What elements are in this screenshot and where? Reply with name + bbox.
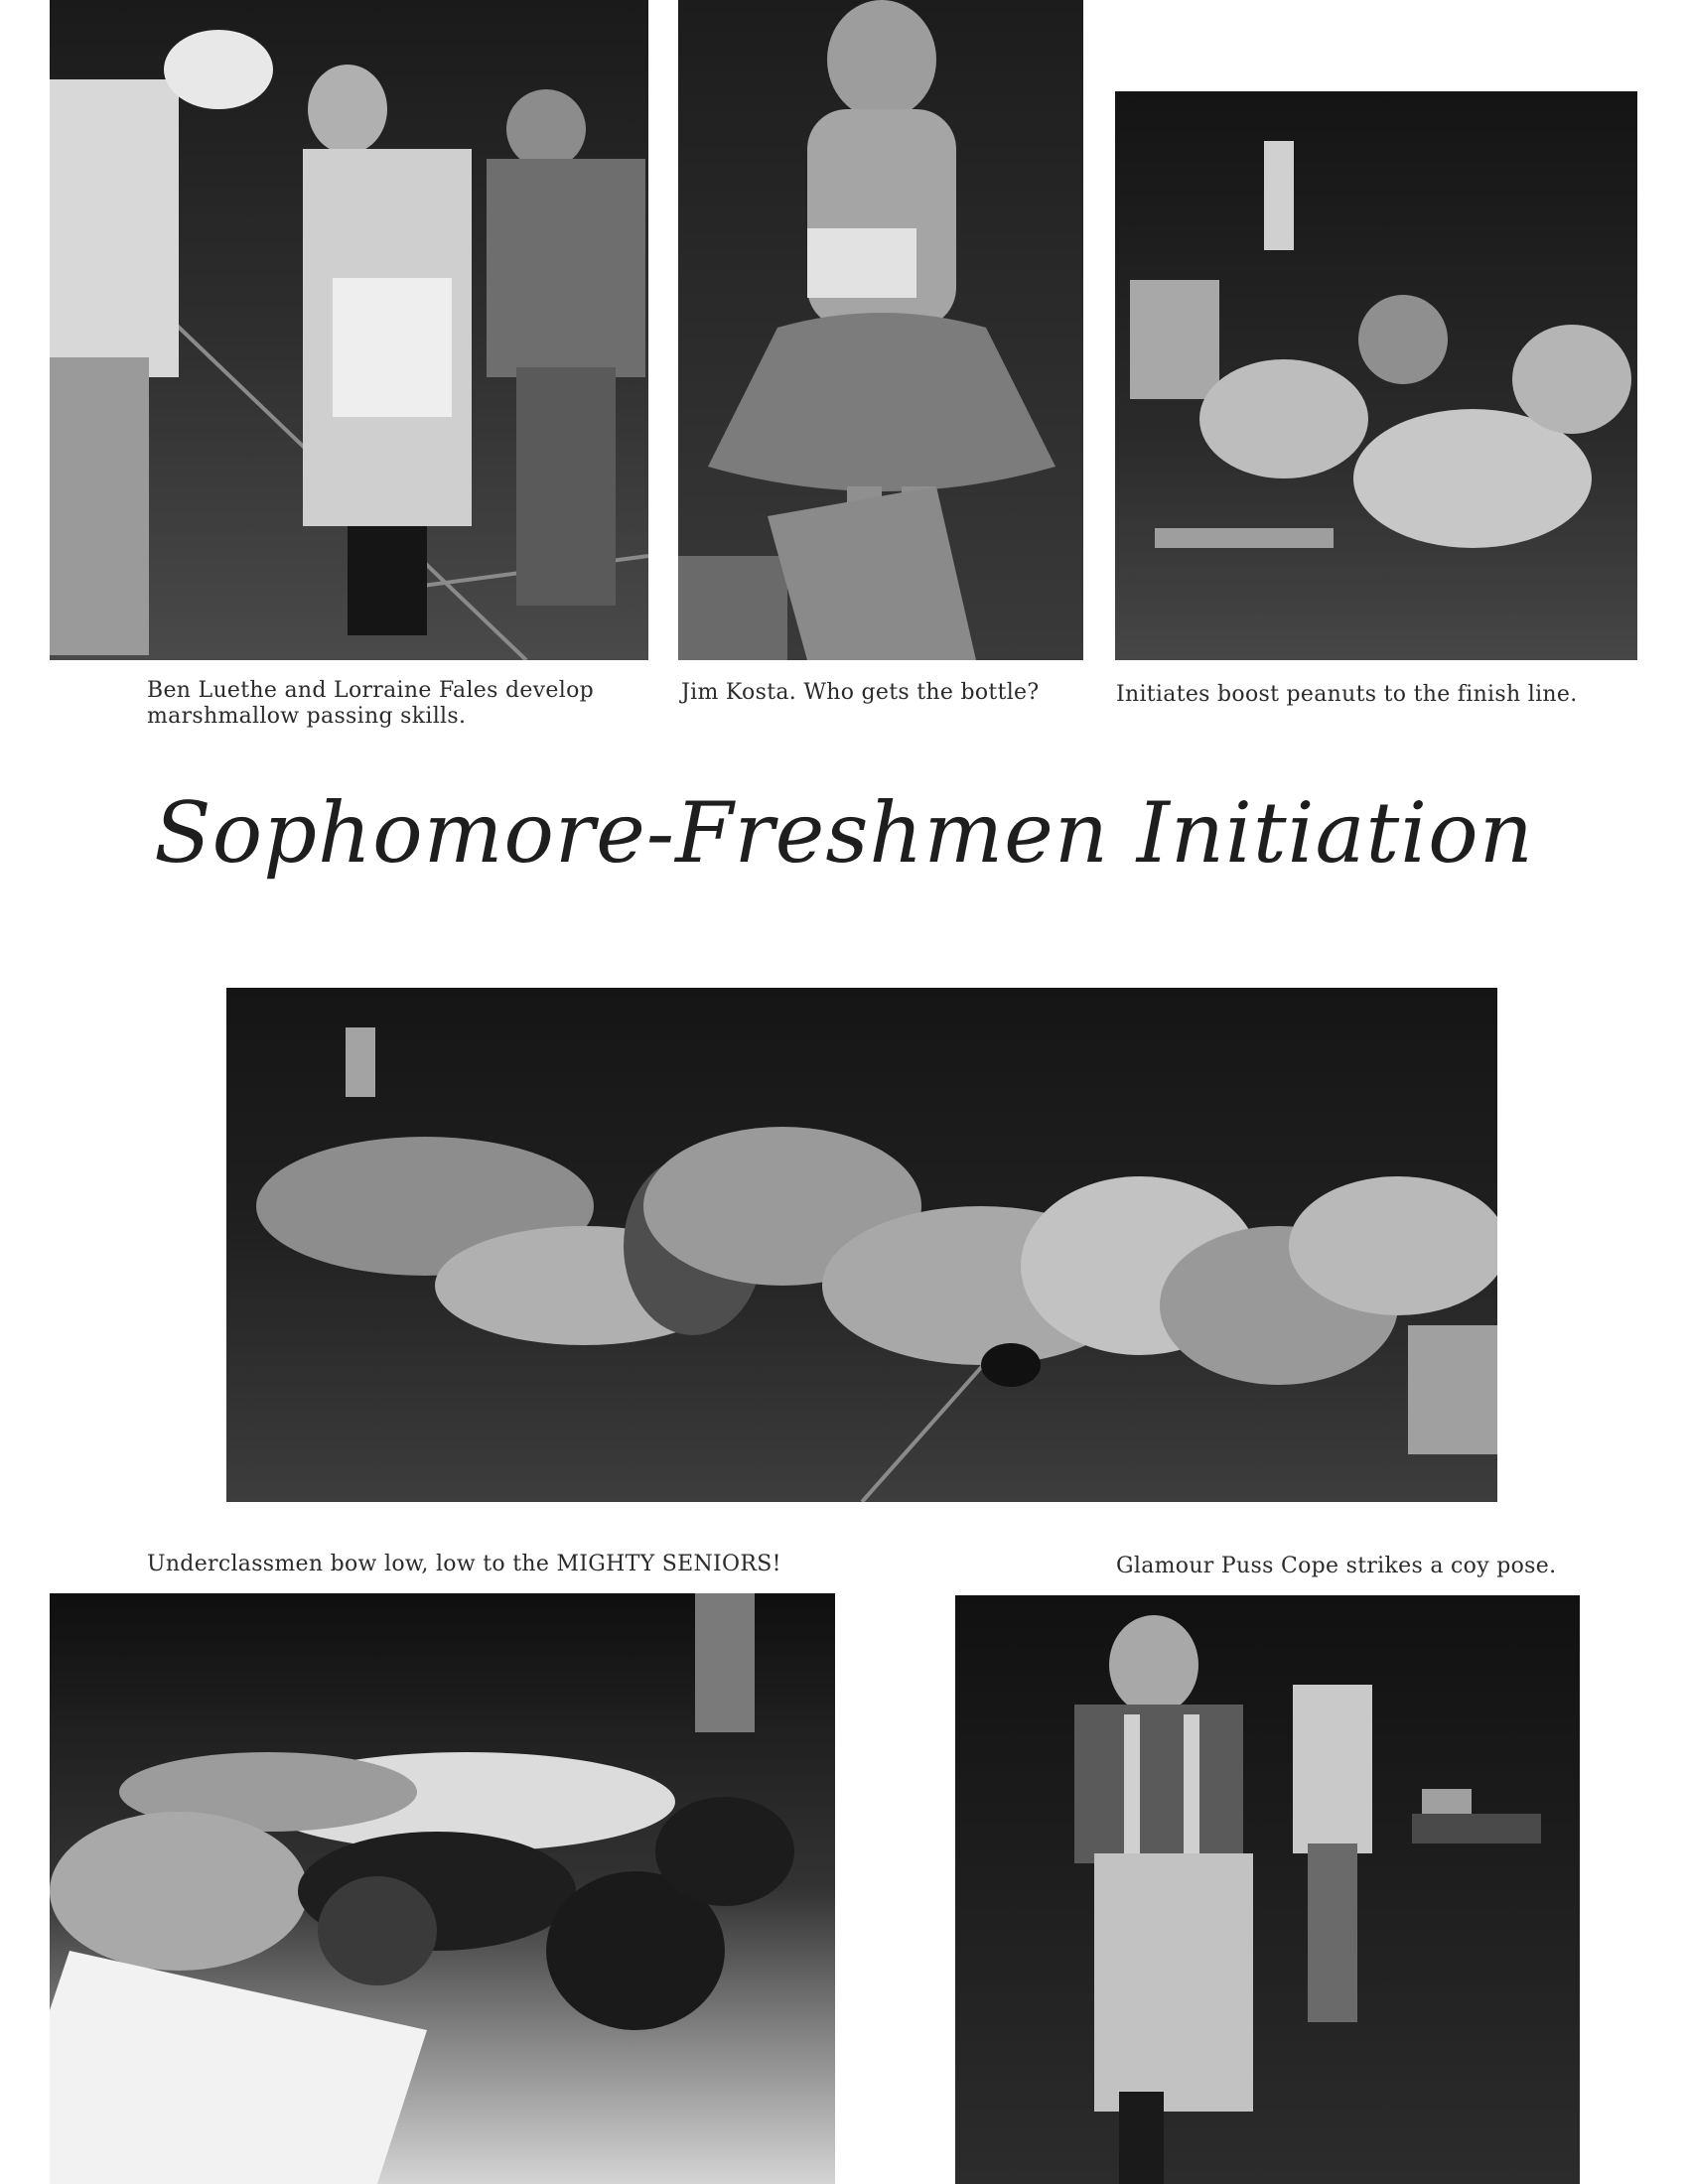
photo-glamour-puss-image	[955, 1595, 1580, 2184]
page-title: Sophomore-Freshmen Initiation	[154, 784, 1534, 882]
photo-underclassmen-group-image	[226, 988, 1497, 1502]
photo-underclassmen-group	[226, 988, 1497, 1502]
photo-jim-kosta	[678, 0, 1083, 660]
photo-peanut-race	[1115, 91, 1637, 660]
caption-marshmallow-line1: Ben Luethe and Lorraine Fales develop	[147, 678, 594, 703]
photo-glamour-puss	[955, 1595, 1580, 2184]
caption-peanut-race: Initiates boost peanuts to the finish line.	[1116, 682, 1578, 707]
photo-marshmallow-passing	[50, 0, 648, 660]
caption-glamour-puss: Glamour Puss Cope strikes a coy pose.	[1116, 1554, 1557, 1578]
photo-marshmallow-passing-image	[50, 0, 648, 660]
photo-jim-kosta-image	[678, 0, 1083, 660]
photo-bowing-students-image	[50, 1593, 835, 2184]
caption-jim-kosta: Jim Kosta. Who gets the bottle?	[681, 680, 1040, 705]
caption-marshmallow-line2: marshmallow passing skills.	[147, 704, 467, 729]
photo-bowing-students	[50, 1593, 835, 2184]
photo-peanut-race-image	[1115, 91, 1637, 660]
caption-mighty-seniors: Underclassmen bow low, low to the MIGHTY SENIORS!	[147, 1552, 781, 1576]
page-margin	[0, 0, 48, 2184]
